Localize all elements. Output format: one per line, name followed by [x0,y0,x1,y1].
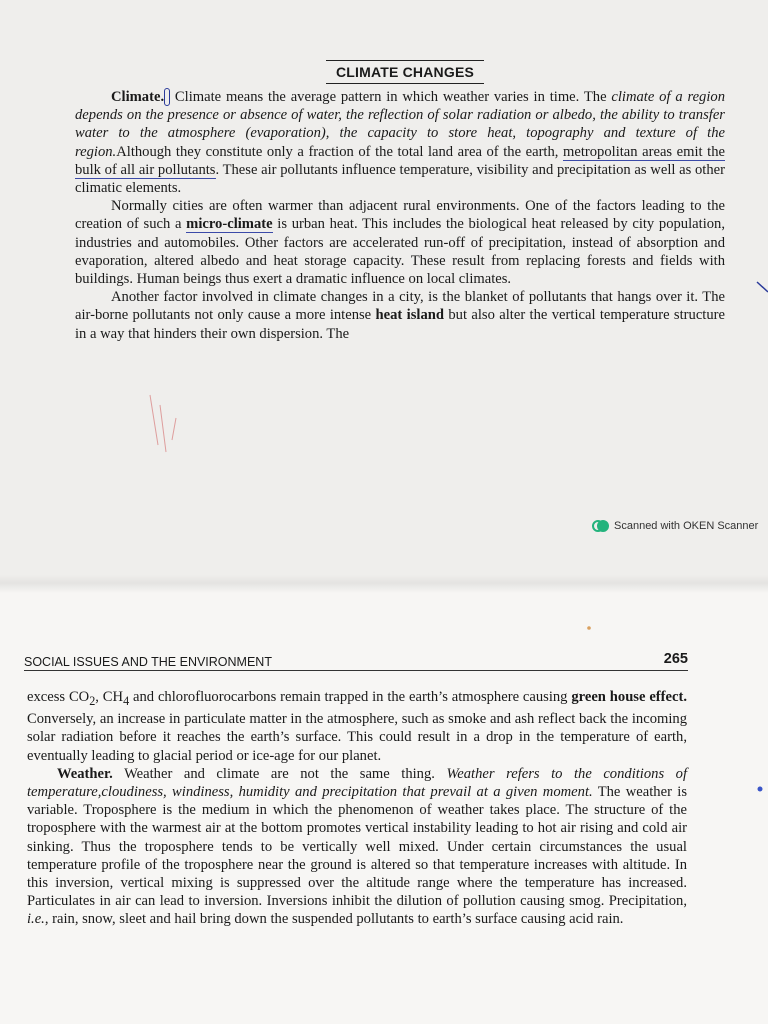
running-header [24,650,688,671]
scanner-label: Scanned with OKEN Scanner [614,520,759,532]
text-run: Normally cities are often warmer than adjacent rural environments. One of the factors leading to the creation of such a [75,198,725,233]
text-run: and chlorofluorocarbons remain trapped in the earth’s atmosphere causing [129,689,572,705]
weather-definition: Weather refers to the conditions of temperature,cloudiness, windiness, humidity and precipitation that prevail at a given moment. [27,765,688,800]
text-run: Conversely, an increase in particulate matter in the atmosphere, such as smoke and ash reflect back the incoming solar radiation before it reaches the earth’s surface. This could result in a drop in the temperature of earth, eventually leading to glacial period or ice-age for our planet. [27,711,687,764]
paragraph-climate [75,88,725,197]
section-title: CLIMATE CHANGES [326,60,484,84]
scanner-watermark [592,516,758,536]
text-run: Climate means the average pattern in which weather varies in time. The [170,89,612,105]
header-section-name: SOCIAL ISSUES AND THE ENVIRONMENT [24,655,272,669]
term-green-house-effect: green house effect. [571,689,687,705]
page-gap [0,575,768,593]
text-run: , rain, snow, sleet and hail bring down the suspended pollutants to earth’s surface causing acid rain. [44,911,624,928]
page2-body [27,688,687,929]
page1-body [75,88,725,343]
climate-definition: climate of a region depends on the presence or absence of water, the reflection of solar radiation or albedo, the ability to transfer water to the atmosphere (evaporation), the capacity to store heat, topography and texture of the region. [75,89,725,160]
term-weather: Weather. [57,765,113,782]
text-run: The weather is variable. Troposphere is the medium in which the phenomenon of weather takes place. The structure of the troposphere with the warmest air at the bottom promotes vertical instability leading to hot air rising and cold air sinking. Thus the troposphere tends to be vertically well mixed. Under certain circumstances the usual temperature profile of the troposphere near the ground is altered so that temperature increases with altitude. In this inversion, vertical mixing is suppressed over the altitude range where the temperature has increased. Particulates in air can lead to inversion. Inversions inhibit the dilution of pollution causing smog. Precipitation, [27,783,687,910]
subscript: 2 [89,693,96,708]
page-number: 265 [663,651,688,667]
text-run: Although they constitute only a fraction of the total land area of the earth, [116,143,563,160]
scanner-logo-icon [592,520,608,533]
underlined-phrase: metropolitan areas emit the bulk of all air pollutants [75,143,725,178]
text-run: Another factor involved in climate changes in a city, is the blanket of pollutants that hangs over it. The air-borne pollutants not only cause a more intense [75,289,725,324]
paragraph-heat-island [75,288,725,343]
subscript: 4 [123,693,130,708]
paragraph-greenhouse [27,688,687,765]
text-run: i.e. [27,911,45,928]
text-run: but also alter the vertical temperature structure in a way that hinders their own dispersion. The [75,307,725,342]
paragraph-weather [27,765,687,929]
text-run: . These air pollutants influence temperature, visibility and precipitation as well as other climatic elements. [75,161,725,197]
paragraph-micro-climate [75,197,725,288]
term-heat-island: heat island [375,307,444,324]
text-run: , CH [95,689,124,705]
term-climate: Climate. [111,89,165,105]
text-run: is urban heat. This includes the biological heat released by city population, industries and automobiles. Other factors are accelerated run-off of precipitation, instead of absorption and evaporation, altered albedo and heat storage capacity. These result from replacing forests and fields with buildings. Human beings thus exert a dramatic influence on local climates. [75,216,725,288]
text-run: excess CO [27,689,90,705]
text-run: Weather and climate are not the same thing. [112,765,447,782]
term-micro-climate: micro-climate [186,216,273,233]
